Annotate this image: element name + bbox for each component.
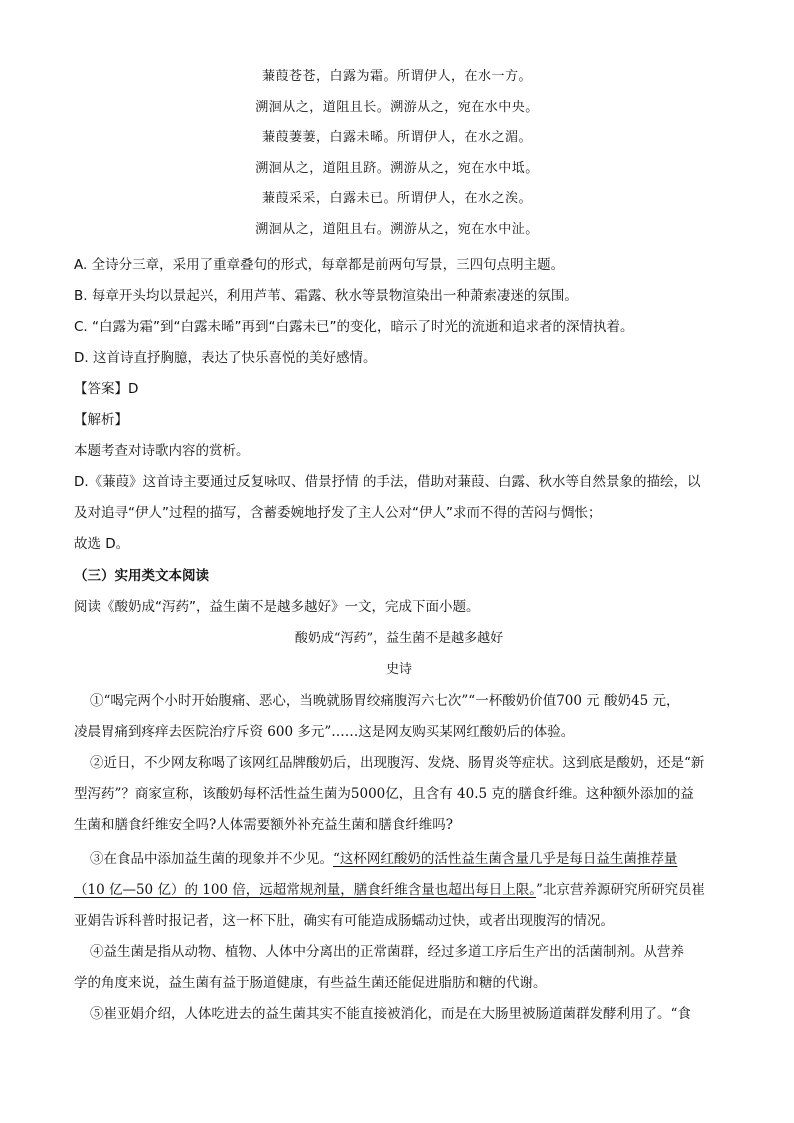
option-b: B. 每章开头均以景起兴，利用芦苇、霜露、秋水等景物渲染出一种萧索凄迷的氛围。 (74, 288, 578, 304)
poem-line: 溯洄从之，道阻且跻。溯游从之，宛在水中坻。 (255, 160, 539, 176)
analysis-d-line-2: 及对追寻“伊人”过程的描写，含蓄委婉地抒发了主人公对“伊人”求而不得的苦闷与惆怅； (74, 505, 602, 521)
paragraph-3-line-3: 亚娟告诉科普时报记者，这一杯下肚，确实有可能造成肠蠕动过快，或者出现腹泻的情况。 (74, 913, 614, 929)
section-heading: （三）实用类文本阅读 (74, 568, 209, 584)
paragraph-4-line-2: 学的角度来说，益生菌有益于肠道健康，有些益生菌还能促进脂肪和糖的代谢。 (74, 975, 547, 991)
paragraph-3-text: ③在食品中添加益生菌的现象并不少见。 (90, 851, 333, 867)
poem-block (0, 62, 794, 245)
poem-line: 溯洄从之，道阻且长。溯游从之，宛在水中央。 (255, 99, 539, 115)
answer-label: 【答案】D (74, 381, 139, 397)
paragraph-3-line-1 (90, 848, 726, 870)
poem-line: 溯洄从之，道阻且右。溯游从之，宛在水中沚。 (255, 221, 539, 237)
analysis-intro: 本题考查对诗歌内容的赏析。 (74, 443, 250, 459)
paragraph-5-line-1: ⑤崔亚娟介绍，人体吃进去的益生菌其实不能直接被消化，而是在大肠里被肠道菌群发酵利用了。“食 (90, 1006, 691, 1022)
conclusion: 故选 D。 (74, 536, 130, 552)
option-d: D. 这首诗直抒胸臆，表达了快乐喜悦的美好感情。 (74, 350, 377, 366)
analysis-label: 【解析】 (74, 412, 128, 428)
poem-line: 蒹葭采采，白露未已。所谓伊人，在水之涘。 (261, 191, 532, 206)
article-author: 史诗 (385, 662, 412, 677)
poem-line: 蒹葭萋萋，白露未晞。所谓伊人，在水之湄。 (261, 130, 532, 145)
paragraph-2-line-3: 生菌和膳食纤维安全吗?人体需要额外补充益生菌和膳食纤维吗? (74, 817, 453, 833)
underlined-quote: （10 亿—50 亿）的 100 倍，远超常规剂量，膳食纤维含量也超出每日上限。 (74, 882, 537, 898)
paragraph-1-line-2: 凌晨胃痛到疼痒去医院治疗斥资 600 多元”……这是网友购买某网红酸奶后的体验。 (74, 724, 575, 740)
paragraph-2-line-1: ②近日，不少网友称喝了该网红品牌酸奶后，出现腹泻、发烧、肠胃炎等症状。这到底是酸奶，还是“新 (90, 755, 705, 771)
paragraph-3-line-2 (74, 879, 724, 901)
poem-line: 蒹葭苍苍，白露为霜。所谓伊人，在水一方。 (261, 69, 532, 84)
underlined-quote: “这杯网红酸奶的活性益生菌含量几乎是每日益生菌推荐量 (333, 851, 678, 867)
paragraph-4-line-1: ④益生菌是指从动物、植物、人体中分离出的正常菌群，经过多道工序后生产出的活菌制剂。从营养 (90, 944, 684, 960)
option-c: C. “白露为霜”到“白露未晞”再到“白露未已”的变化，暗示了时光的流逝和追求者的深情执着。 (74, 319, 634, 335)
reading-instruction: 阅读《酸奶成“泻药”，益生菌不是越多越好》一文，完成下面小题。 (74, 599, 480, 615)
option-a: A. 全诗分三章，采用了重章叠句的形式，每章都是前两句写景，三四句点明主题。 (74, 257, 565, 273)
paragraph-1-line-1: ①“喝完两个小时开始腹痛、恶心，当晚就肠胃绞痛腹泻六七次”“一杯酸奶价值700 元 酸奶45 元， (90, 693, 680, 709)
article-title: 酸奶成“泻药”，益生菌不是越多越好 (294, 631, 504, 646)
paragraph-2-line-2: 型泻药”？商家宣称，该酸奶每杯活性益生菌为5000亿，且含有 40.5 克的膳食纤维。这种额外添加的益 (74, 786, 694, 802)
paragraph-3-text: ”北京营养源研究所研究员崔 (536, 882, 705, 898)
analysis-d-line-1: D.《蒹葭》这首诗主要通过反复咏叹、借景抒情 的手法，借助对蒹葭、白露、秋水等自然景象的描绘，以 (74, 474, 701, 490)
